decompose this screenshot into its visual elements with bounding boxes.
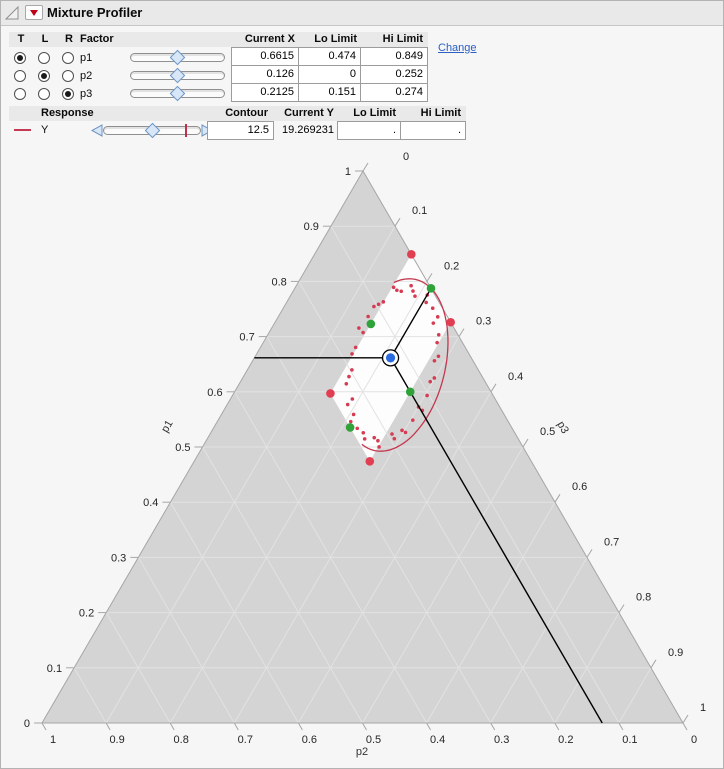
col-header-lo-limit: Lo Limit [314,33,357,45]
response-header-band [9,106,466,121]
contour-dot [411,418,415,422]
response-hi-limit-field[interactable]: . [400,121,466,140]
p3-hi-limit-field[interactable]: 0.274 [360,83,428,102]
tick-label: 0.1 [412,205,428,218]
tick-label: 0.9 [668,646,684,659]
tick-label: 0.1 [622,734,638,746]
col-header-l: L [41,33,49,45]
tick-label: 0.7 [604,536,620,549]
radio-p3-l[interactable] [38,88,50,100]
factor-label: p2 [80,70,93,82]
contour-dot [347,375,351,379]
col-header-t: T [17,33,25,45]
contour-dot [357,326,361,330]
contour-dot [366,315,370,319]
contour-dot [352,413,356,417]
region-corner-marker[interactable] [446,318,455,327]
contour-dot [377,445,381,449]
axis-title-p2: p2 [355,746,369,758]
radio-p1-t[interactable] [14,52,26,64]
contour-dot [354,346,358,350]
axis-title-p1: p1 [159,418,176,435]
outline-title-bar [1,1,724,26]
tick-label: 0.8 [636,591,652,604]
contour-dot [436,315,440,319]
contour-dot [425,394,429,398]
col-header-hi-limit: Hi Limit [382,33,423,45]
contour-dot [433,376,437,380]
change-link[interactable]: Change [438,42,477,54]
contour-dot [350,368,354,372]
radio-p2-r[interactable] [62,70,74,82]
contour-dot [411,289,415,293]
contour-dot [363,437,367,441]
p2-hi-limit-field[interactable]: 0.252 [360,65,428,84]
col-header-current-x: Current X [244,33,295,45]
tick-label: 0.4 [429,734,446,746]
outline-collapse-icon[interactable] [5,6,19,20]
region-corner-marker[interactable] [365,457,374,466]
contour-dot [361,431,365,435]
radio-p2-t[interactable] [14,70,26,82]
p2-current-x-field[interactable]: 0.126 [231,65,299,84]
contour-dot [435,341,439,345]
tick-label: 1 [344,166,351,178]
contour-dot [377,302,381,306]
contour-dot [399,289,403,293]
radio-p3-t[interactable] [14,88,26,100]
col-header-resp-hi-limit: Hi Limit [420,107,461,119]
contour-dot [345,382,349,386]
tick-label: 0.6 [207,386,223,399]
contour-dot [350,352,354,356]
tick-label: 0.2 [558,734,574,746]
tick-label: 0.3 [494,734,510,746]
p1-lo-limit-field[interactable]: 0.474 [298,47,361,66]
red-triangle-menu-button[interactable] [25,5,43,20]
radio-p2-l[interactable] [38,70,50,82]
p3-lo-limit-field[interactable]: 0.151 [298,83,361,102]
contour-dot [349,420,353,424]
tick-label: 0 [403,151,410,163]
tick-label: 0.8 [173,734,189,746]
col-header-factor: Factor [80,33,114,45]
tick-label: 0 [23,718,30,730]
contour-dot [431,306,435,310]
col-header-response: Response [41,107,94,119]
contour-dot [346,403,350,407]
region-edge-marker[interactable] [367,320,376,329]
tick-label: 0.6 [572,481,588,494]
tick-label: 0.7 [239,331,255,344]
radio-p1-r[interactable] [62,52,74,64]
contour-dot [404,431,408,435]
tick-label: 0.5 [365,734,382,746]
p1-current-x-field[interactable]: 0.6615 [231,47,299,66]
p2-lo-limit-field[interactable]: 0 [298,65,361,84]
region-edge-marker[interactable] [427,284,436,293]
tick-label: 0.9 [109,734,125,746]
tick-label: 0.8 [271,276,287,289]
col-header-resp-lo-limit: Lo Limit [353,107,396,119]
contour-dot [395,288,399,292]
contour-dot [400,429,404,433]
contour-dot [409,284,413,288]
contour-dot [372,305,376,309]
contour-dot [372,436,376,440]
response-color-swatch [14,129,31,131]
col-header-contour: Contour [225,107,268,119]
contour-dot [433,359,437,363]
contour-dot [437,333,441,337]
contour-value-field[interactable]: 12.5 [207,121,274,140]
tick-label: 0.4 [143,497,159,510]
contour-dot [382,300,386,304]
red-triangle-icon [30,10,38,16]
tick-label: 0.6 [301,734,318,746]
tick-label: 0.9 [303,221,319,234]
contour-dot [428,380,432,384]
page-title: Mixture Profiler [47,5,143,20]
tick-label: 0.5 [175,442,191,454]
contour-dot [393,437,397,441]
tick-label: 0.3 [111,552,127,565]
p1-hi-limit-field[interactable]: 0.849 [360,47,428,66]
response-lo-limit-field[interactable]: . [337,121,401,140]
radio-p1-l[interactable] [38,52,50,64]
tick-label: 0.3 [476,315,492,328]
tick-label: 0.1 [46,662,63,675]
col-header-r: R [65,33,73,45]
current-point-handle[interactable] [386,353,395,362]
tick-label: 0.5 [540,426,556,438]
contour-dot [376,439,380,443]
axis-title-p3: p3 [554,419,571,436]
contour-dot [390,432,394,436]
contour-dot [432,321,436,325]
tick-label: 1 [700,702,707,714]
region-edge-marker[interactable] [406,388,415,397]
contour-dot [424,301,428,305]
factor-label: p3 [80,88,93,100]
p3-current-x-field[interactable]: 0.2125 [231,83,299,102]
factor-label: p1 [80,52,93,64]
region-corner-marker[interactable] [326,389,335,398]
current-y-value: 19.269231 [282,124,334,136]
tick-label: 0.2 [444,260,460,273]
factors-header-band [9,32,428,47]
tick-label: 0.4 [508,370,524,383]
contour-dot [361,331,365,335]
col-header-current-y: Current Y [284,107,334,119]
tick-label: 0.7 [237,734,253,746]
region-edge-marker[interactable] [346,423,355,432]
tick-label: 1 [49,734,57,746]
contour-slider-left-arrow[interactable] [90,124,104,138]
current-y-marker [185,124,187,137]
response-label: Y [41,124,49,136]
contour-dot [413,294,417,298]
region-corner-marker[interactable] [407,250,416,259]
contour-dot [351,397,355,401]
contour-dot [437,354,441,358]
tick-label: 0.2 [78,607,95,620]
radio-p3-r[interactable] [62,88,74,100]
tick-label: 0 [690,734,698,746]
contour-dot [355,427,359,431]
contour-dot [392,285,396,289]
